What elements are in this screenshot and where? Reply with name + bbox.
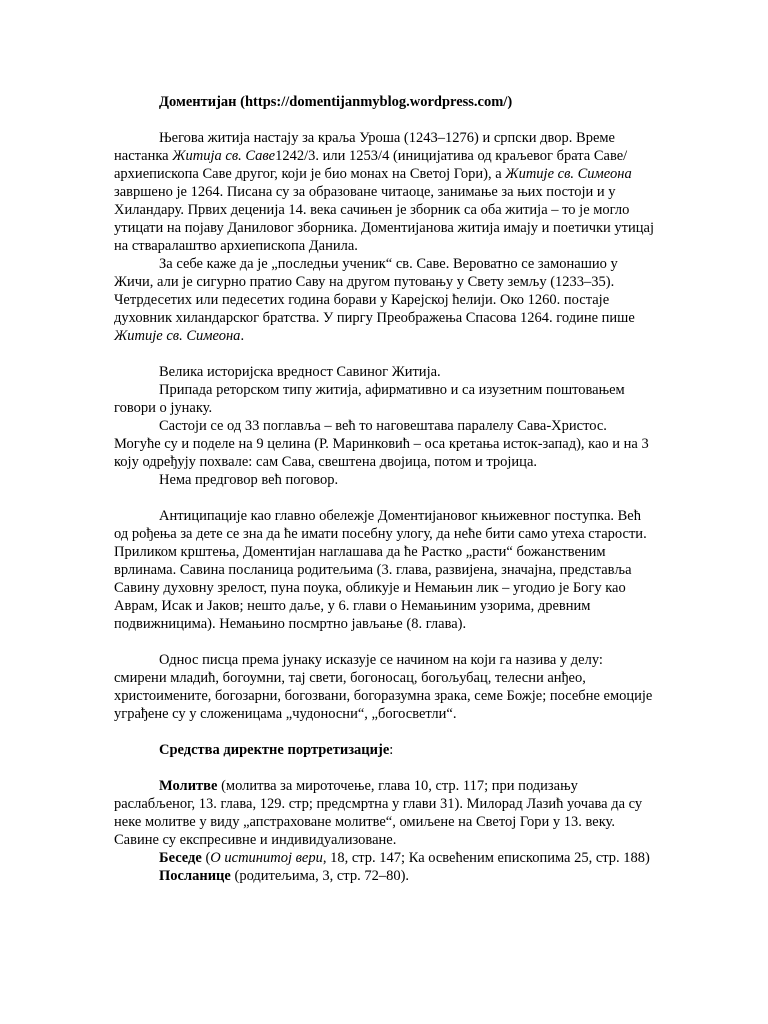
term-bold: Беседе — [159, 850, 202, 866]
text-run: завршено је 1264. Писана су за образоване читаоце, занимање за њих постоји и у Хиландару. Првих деценија 14. века сачињен је зборник са оба житија – то је могло утицати на појаву Даниловог зборника. Доментијанова житија имају и поетички утицај на стваралаштво архиепископа Данила. — [114, 184, 655, 254]
heading-name: Доментијан — [159, 94, 237, 110]
paragraph-value: Велика историјска вредност Савиног Житија. — [159, 364, 441, 380]
section-title: Средства директне портретизације — [159, 742, 390, 758]
text-run: Његова житија настају за краља Уроша (1243–1276) и српски двор. Време настанка — [114, 130, 615, 164]
spacer — [114, 723, 654, 741]
spacer — [114, 633, 654, 651]
paragraph-type: Припада реторском типу житија, афирмативно и са изузетним поштовањем говори о јунаку. — [114, 382, 625, 416]
text-run: (родитељима, 3, стр. 72–80). — [230, 868, 410, 884]
text-run: 1242/3. или 1253/4 (иницијатива од краљевог брата Саве/архиепископа Саве другог, који је био монах на Светој Гори), а — [114, 148, 628, 182]
document-body — [114, 93, 654, 885]
title-italic: Житије св. Симеона — [505, 166, 632, 182]
paragraph-biography — [114, 255, 654, 345]
paragraph-sermons — [114, 849, 654, 867]
text-run: (молитва за мироточење, глава 10, стр. 117; при подизању раслабљеног, 13. глава, 129. стр; предсмртна у глави 31). Милорад Лазић уочава да су неке молитве у виду „апстраховане молитве“, омиљене на Светој Гори у 13. веку. Савине су експресивне и индивидуализоване. — [114, 778, 643, 848]
paragraph-structure: Састоји се од 33 поглавља – већ то наговештава паралелу Сава-Христос. Могуће су и поделе на 9 целина (Р. Маринковић – оса кретања исток-запад), као и на 3 коју одређују похвале: сам Сава, свештена двојица, потом и тројица. — [114, 418, 649, 470]
text-run: ( — [201, 850, 211, 866]
spacer — [114, 489, 654, 507]
spacer — [114, 111, 654, 129]
paragraph-afterword: Нема предговор већ поговор. — [159, 472, 339, 488]
text-run: За себе каже да је „последњи ученик“ св. Саве. Вероватно се замонашио у Жичи, али је сигурно пратио Саву на другом путовању у Свету земљу (1233–35). Четрдесетих или педесетих година борави у Карејској ћелији. Око 1260. постаје духовник хиландарског братства. У пиргу Преображења Спасова 1264. године пише — [114, 256, 635, 326]
spacer — [114, 345, 654, 363]
title-italic: Житије св. Симеона — [114, 328, 241, 344]
text-run: , 18, стр. 147; Ка освећеним епископима 25, стр. 188) — [322, 850, 650, 866]
term-bold: Посланице — [159, 868, 231, 884]
paragraph-epistles — [114, 867, 654, 885]
title-italic: Житија св. Саве — [172, 148, 276, 164]
text-run: : — [389, 742, 394, 758]
paragraph-prayers — [114, 777, 654, 849]
document-heading — [114, 93, 654, 111]
paragraph-anticipations: Антиципације као главно обележје Доментијановог књижевног поступка. Већ од рођења за дете се зна да ће имати посебну улогу, да неће бити само утеха старости. Приликом крштења, Доментијан наглашава да ће Растко „расти“ божанственим врлинама. Савина посланица родитељима (3. глава, развијена, значајна, представља Савину духовну зрелост, пуна поука, обликује и Немањин лик – угодио је Богу као Аврам, Исак и Јаков; нешто даље, у 6. глави о Немањиним узорима, древним подвижницима). Немањино посмртно јављање (8. глава). — [114, 508, 647, 632]
paragraph-epithets: Однос писца према јунаку исказује се начином на који га назива у делу: смирени младић, богоумни, тај свети, богоносац, богољубац, телесни анђео, христоимените, богозарни, богозвани, богоразумна зрака, семе Божје; посебне емоције уграђене су у сложеницама „чудоносни“, „богосветли“. — [114, 652, 653, 722]
title-italic: О истинитој вери — [210, 850, 323, 866]
heading-url: (https://domentijanmyblog.wordpress.com/) — [240, 94, 513, 110]
spacer — [114, 759, 654, 777]
term-bold: Молитве — [159, 778, 218, 794]
section-heading — [114, 741, 654, 759]
paragraph-origins — [114, 129, 654, 255]
text-run: . — [240, 328, 245, 344]
